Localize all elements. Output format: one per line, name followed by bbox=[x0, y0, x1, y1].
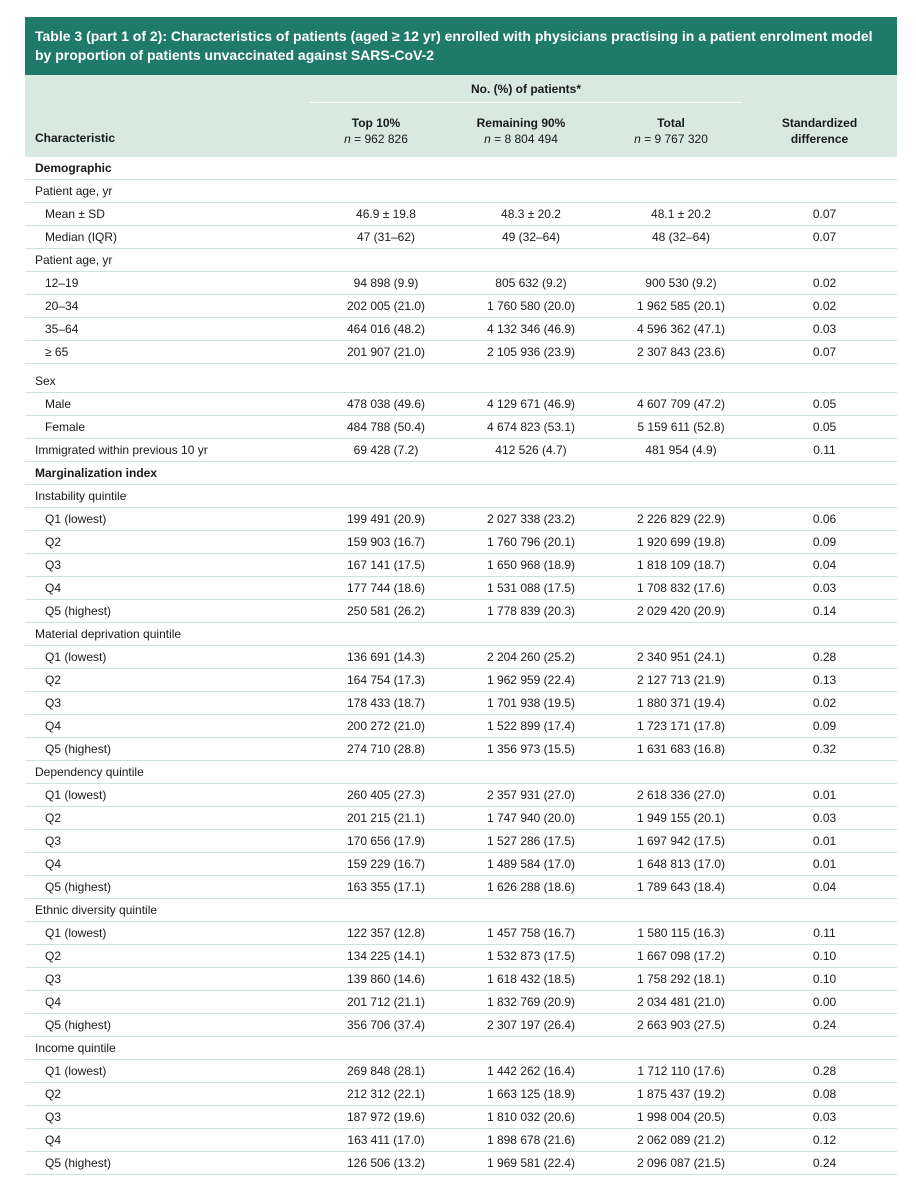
total-value: 2 062 089 (21.2) bbox=[610, 1129, 752, 1152]
table-row bbox=[25, 600, 897, 623]
top10-value: 250 581 (26.2) bbox=[320, 600, 452, 623]
row-label: Material deprivation quintile bbox=[25, 623, 320, 646]
std-diff-value: 0.04 bbox=[752, 876, 897, 899]
std-diff-value: 0.03 bbox=[752, 318, 897, 341]
remaining90-value: 1 663 125 (18.9) bbox=[452, 1083, 610, 1106]
top10-value bbox=[320, 249, 452, 272]
total-value bbox=[610, 623, 752, 646]
remaining90-value: 1 832 769 (20.9) bbox=[452, 991, 610, 1014]
total-value: 4 607 709 (47.2) bbox=[610, 393, 752, 416]
top10-value bbox=[320, 462, 452, 485]
remaining90-value: 1 457 758 (16.7) bbox=[452, 922, 610, 945]
std-diff-value bbox=[752, 157, 897, 180]
total-value: 1 758 292 (18.1) bbox=[610, 968, 752, 991]
total-value: 2 034 481 (21.0) bbox=[610, 991, 752, 1014]
table-row bbox=[25, 784, 897, 807]
remaining90-value: 1 810 032 (20.6) bbox=[452, 1106, 610, 1129]
top10-value: 178 433 (18.7) bbox=[320, 692, 452, 715]
table-row bbox=[25, 393, 897, 416]
table-container bbox=[25, 17, 897, 1175]
row-label: Q1 (lowest) bbox=[25, 922, 320, 945]
remaining90-value: 4 129 671 (46.9) bbox=[452, 393, 610, 416]
column-header-label: Remaining 90% bbox=[476, 116, 566, 130]
table-row bbox=[25, 577, 897, 600]
column-header-label: difference bbox=[790, 132, 849, 146]
std-diff-value: 0.03 bbox=[752, 577, 897, 600]
total-value: 1 962 585 (20.1) bbox=[610, 295, 752, 318]
top10-value: 478 038 (49.6) bbox=[320, 393, 452, 416]
total-value: 2 096 087 (21.5) bbox=[610, 1152, 752, 1175]
total-value: 5 159 611 (52.8) bbox=[610, 416, 752, 439]
total-value: 1 580 115 (16.3) bbox=[610, 922, 752, 945]
remaining90-value bbox=[452, 899, 610, 922]
table-body bbox=[25, 157, 897, 1175]
remaining90-value bbox=[452, 761, 610, 784]
table-row bbox=[25, 945, 897, 968]
remaining90-value bbox=[452, 1037, 610, 1060]
top10-value: 484 788 (50.4) bbox=[320, 416, 452, 439]
top10-value: 201 712 (21.1) bbox=[320, 991, 452, 1014]
total-value bbox=[610, 370, 752, 393]
remaining90-value: 2 027 338 (23.2) bbox=[452, 508, 610, 531]
column-n-value: = 9 767 320 bbox=[640, 132, 708, 146]
row-label: Q5 (highest) bbox=[25, 876, 320, 899]
column-n-prefix: n bbox=[484, 132, 491, 146]
top10-value: 212 312 (22.1) bbox=[320, 1083, 452, 1106]
table-row bbox=[25, 899, 897, 922]
row-label: Q5 (highest) bbox=[25, 600, 320, 623]
total-value: 1 631 683 (16.8) bbox=[610, 738, 752, 761]
table-row bbox=[25, 761, 897, 784]
top10-value: 200 272 (21.0) bbox=[320, 715, 452, 738]
table-row bbox=[25, 669, 897, 692]
row-label: Q2 bbox=[25, 1083, 320, 1106]
remaining90-value: 1 442 262 (16.4) bbox=[452, 1060, 610, 1083]
top10-value: 199 491 (20.9) bbox=[320, 508, 452, 531]
top10-value: 94 898 (9.9) bbox=[320, 272, 452, 295]
top10-value: 274 710 (28.8) bbox=[320, 738, 452, 761]
table-row bbox=[25, 554, 897, 577]
total-value: 2 618 336 (27.0) bbox=[610, 784, 752, 807]
std-diff-value: 0.14 bbox=[752, 600, 897, 623]
row-label: Female bbox=[25, 416, 320, 439]
table-row bbox=[25, 738, 897, 761]
total-value: 4 596 362 (47.1) bbox=[610, 318, 752, 341]
row-label: Q1 (lowest) bbox=[25, 784, 320, 807]
remaining90-value bbox=[452, 462, 610, 485]
table-row bbox=[25, 807, 897, 830]
table-row bbox=[25, 715, 897, 738]
table-row bbox=[25, 226, 897, 249]
total-value bbox=[610, 761, 752, 784]
top10-value: 159 229 (16.7) bbox=[320, 853, 452, 876]
remaining90-value: 4 674 823 (53.1) bbox=[452, 416, 610, 439]
top10-value: 47 (31–62) bbox=[320, 226, 452, 249]
total-value bbox=[610, 1037, 752, 1060]
remaining90-value: 1 532 873 (17.5) bbox=[452, 945, 610, 968]
std-diff-value: 0.28 bbox=[752, 646, 897, 669]
top10-value: 464 016 (48.2) bbox=[320, 318, 452, 341]
row-label: Income quintile bbox=[25, 1037, 320, 1060]
top10-value bbox=[320, 899, 452, 922]
total-value: 1 818 109 (18.7) bbox=[610, 554, 752, 577]
row-label: Q2 bbox=[25, 669, 320, 692]
table-row bbox=[25, 853, 897, 876]
column-header-top10 bbox=[310, 115, 442, 147]
row-label: Mean ± SD bbox=[25, 203, 320, 226]
total-value: 1 708 832 (17.6) bbox=[610, 577, 752, 600]
std-diff-value: 0.08 bbox=[752, 1083, 897, 1106]
total-value: 2 029 420 (20.9) bbox=[610, 600, 752, 623]
total-value bbox=[610, 899, 752, 922]
top10-value: 46.9 ± 19.8 bbox=[320, 203, 452, 226]
remaining90-value: 1 531 088 (17.5) bbox=[452, 577, 610, 600]
row-label: Patient age, yr bbox=[25, 249, 320, 272]
row-label: Q5 (highest) bbox=[25, 1014, 320, 1037]
total-value: 1 667 098 (17.2) bbox=[610, 945, 752, 968]
std-diff-value bbox=[752, 370, 897, 393]
std-diff-value: 0.28 bbox=[752, 1060, 897, 1083]
row-label: Patient age, yr bbox=[25, 180, 320, 203]
std-diff-value: 0.02 bbox=[752, 272, 897, 295]
row-label: Q3 bbox=[25, 554, 320, 577]
table-row bbox=[25, 370, 897, 393]
total-value bbox=[610, 485, 752, 508]
std-diff-value: 0.02 bbox=[752, 295, 897, 318]
table-row bbox=[25, 876, 897, 899]
std-diff-value: 0.05 bbox=[752, 416, 897, 439]
row-label: Q2 bbox=[25, 945, 320, 968]
std-diff-value bbox=[752, 462, 897, 485]
std-diff-value: 0.01 bbox=[752, 830, 897, 853]
table-row bbox=[25, 180, 897, 203]
top10-value bbox=[320, 485, 452, 508]
row-label: Q3 bbox=[25, 830, 320, 853]
std-diff-value bbox=[752, 180, 897, 203]
group-header-rule bbox=[310, 102, 742, 103]
top10-value: 134 225 (14.1) bbox=[320, 945, 452, 968]
row-label: Dependency quintile bbox=[25, 761, 320, 784]
total-value: 1 697 942 (17.5) bbox=[610, 830, 752, 853]
top10-value: 356 706 (37.4) bbox=[320, 1014, 452, 1037]
remaining90-value: 1 356 973 (15.5) bbox=[452, 738, 610, 761]
top10-value bbox=[320, 180, 452, 203]
remaining90-value: 1 650 968 (18.9) bbox=[452, 554, 610, 577]
column-n-value: = 8 804 494 bbox=[490, 132, 558, 146]
column-header-characteristic: Characteristic bbox=[35, 131, 116, 145]
remaining90-value: 1 962 959 (22.4) bbox=[452, 669, 610, 692]
remaining90-value: 1 747 940 (20.0) bbox=[452, 807, 610, 830]
top10-value: 126 506 (13.2) bbox=[320, 1152, 452, 1175]
row-label: Q2 bbox=[25, 531, 320, 554]
remaining90-value: 2 105 936 (23.9) bbox=[452, 341, 610, 364]
total-value: 1 875 437 (19.2) bbox=[610, 1083, 752, 1106]
row-label: Male bbox=[25, 393, 320, 416]
row-label: 35–64 bbox=[25, 318, 320, 341]
table-row bbox=[25, 968, 897, 991]
table-row bbox=[25, 416, 897, 439]
row-label: Instability quintile bbox=[25, 485, 320, 508]
std-diff-value: 0.01 bbox=[752, 784, 897, 807]
remaining90-value bbox=[452, 485, 610, 508]
top10-value: 170 656 (17.9) bbox=[320, 830, 452, 853]
total-value: 48.1 ± 20.2 bbox=[610, 203, 752, 226]
section-row bbox=[25, 462, 897, 485]
std-diff-value bbox=[752, 623, 897, 646]
row-label: Q3 bbox=[25, 968, 320, 991]
remaining90-value: 1 489 584 (17.0) bbox=[452, 853, 610, 876]
remaining90-value: 1 618 432 (18.5) bbox=[452, 968, 610, 991]
std-diff-value: 0.24 bbox=[752, 1014, 897, 1037]
table-row bbox=[25, 531, 897, 554]
row-label: Q4 bbox=[25, 991, 320, 1014]
column-n-prefix: n bbox=[634, 132, 641, 146]
row-label: Q5 (highest) bbox=[25, 1152, 320, 1175]
row-label: ≥ 65 bbox=[25, 341, 320, 364]
table-row bbox=[25, 1037, 897, 1060]
std-diff-value: 0.10 bbox=[752, 945, 897, 968]
table-row bbox=[25, 508, 897, 531]
remaining90-value: 1 522 899 (17.4) bbox=[452, 715, 610, 738]
std-diff-value bbox=[752, 899, 897, 922]
row-label: Q4 bbox=[25, 1129, 320, 1152]
std-diff-value: 0.00 bbox=[752, 991, 897, 1014]
column-header-total bbox=[600, 115, 742, 147]
std-diff-value: 0.07 bbox=[752, 226, 897, 249]
top10-value: 202 005 (21.0) bbox=[320, 295, 452, 318]
remaining90-value: 2 204 260 (25.2) bbox=[452, 646, 610, 669]
remaining90-value: 805 632 (9.2) bbox=[452, 272, 610, 295]
table-row bbox=[25, 830, 897, 853]
row-label: Median (IQR) bbox=[25, 226, 320, 249]
row-label: Q4 bbox=[25, 577, 320, 600]
remaining90-value: 1 626 288 (18.6) bbox=[452, 876, 610, 899]
total-value: 2 340 951 (24.1) bbox=[610, 646, 752, 669]
column-header-label: Total bbox=[657, 116, 685, 130]
top10-value: 201 215 (21.1) bbox=[320, 807, 452, 830]
table-row bbox=[25, 295, 897, 318]
total-value: 2 663 903 (27.5) bbox=[610, 1014, 752, 1037]
top10-value bbox=[320, 157, 452, 180]
std-diff-value: 0.06 bbox=[752, 508, 897, 531]
std-diff-value bbox=[752, 249, 897, 272]
top10-value: 139 860 (14.6) bbox=[320, 968, 452, 991]
std-diff-value bbox=[752, 1037, 897, 1060]
std-diff-value: 0.09 bbox=[752, 715, 897, 738]
std-diff-value: 0.04 bbox=[752, 554, 897, 577]
top10-value: 136 691 (14.3) bbox=[320, 646, 452, 669]
top10-value: 159 903 (16.7) bbox=[320, 531, 452, 554]
total-value bbox=[610, 180, 752, 203]
total-value bbox=[610, 157, 752, 180]
top10-value: 163 411 (17.0) bbox=[320, 1129, 452, 1152]
std-diff-value: 0.11 bbox=[752, 922, 897, 945]
top10-value bbox=[320, 623, 452, 646]
std-diff-value: 0.10 bbox=[752, 968, 897, 991]
row-label: Q3 bbox=[25, 1106, 320, 1129]
remaining90-value: 1 701 938 (19.5) bbox=[452, 692, 610, 715]
remaining90-value bbox=[452, 249, 610, 272]
top10-value: 201 907 (21.0) bbox=[320, 341, 452, 364]
table-row bbox=[25, 692, 897, 715]
top10-value: 69 428 (7.2) bbox=[320, 439, 452, 462]
row-label: Q4 bbox=[25, 853, 320, 876]
remaining90-value: 1 760 796 (20.1) bbox=[452, 531, 610, 554]
remaining90-value: 412 526 (4.7) bbox=[452, 439, 610, 462]
table-row bbox=[25, 1106, 897, 1129]
std-diff-value: 0.07 bbox=[752, 203, 897, 226]
total-value: 1 920 699 (19.8) bbox=[610, 531, 752, 554]
remaining90-value: 49 (32–64) bbox=[452, 226, 610, 249]
row-label: Q3 bbox=[25, 692, 320, 715]
column-header-std-diff bbox=[742, 115, 897, 147]
table-row bbox=[25, 922, 897, 945]
row-label: Q4 bbox=[25, 715, 320, 738]
remaining90-value: 48.3 ± 20.2 bbox=[452, 203, 610, 226]
total-value: 1 949 155 (20.1) bbox=[610, 807, 752, 830]
std-diff-value: 0.09 bbox=[752, 531, 897, 554]
total-value: 1 880 371 (19.4) bbox=[610, 692, 752, 715]
remaining90-value: 1 969 581 (22.4) bbox=[452, 1152, 610, 1175]
remaining90-value: 2 307 197 (26.4) bbox=[452, 1014, 610, 1037]
table-row bbox=[25, 203, 897, 226]
top10-value: 187 972 (19.6) bbox=[320, 1106, 452, 1129]
total-value: 481 954 (4.9) bbox=[610, 439, 752, 462]
total-value: 1 712 110 (17.6) bbox=[610, 1060, 752, 1083]
total-value: 1 723 171 (17.8) bbox=[610, 715, 752, 738]
std-diff-value: 0.32 bbox=[752, 738, 897, 761]
table-header bbox=[25, 75, 897, 157]
std-diff-value: 0.05 bbox=[752, 393, 897, 416]
table-row bbox=[25, 341, 897, 364]
row-label: Sex bbox=[25, 370, 320, 393]
remaining90-value bbox=[452, 157, 610, 180]
top10-value: 177 744 (18.6) bbox=[320, 577, 452, 600]
std-diff-value: 0.03 bbox=[752, 1106, 897, 1129]
table-row bbox=[25, 318, 897, 341]
table-row bbox=[25, 1083, 897, 1106]
table-row bbox=[25, 1152, 897, 1175]
total-value: 1 998 004 (20.5) bbox=[610, 1106, 752, 1129]
table-row bbox=[25, 1014, 897, 1037]
column-header-label: Top 10% bbox=[351, 116, 401, 130]
row-label: Immigrated within previous 10 yr bbox=[25, 439, 320, 462]
table-row bbox=[25, 249, 897, 272]
top10-value bbox=[320, 1037, 452, 1060]
column-n-prefix: n bbox=[344, 132, 351, 146]
total-value: 1 648 813 (17.0) bbox=[610, 853, 752, 876]
table-row bbox=[25, 1060, 897, 1083]
top10-value: 164 754 (17.3) bbox=[320, 669, 452, 692]
table-row bbox=[25, 646, 897, 669]
row-label: Q1 (lowest) bbox=[25, 646, 320, 669]
column-header-label: Standardized bbox=[781, 116, 858, 130]
std-diff-value: 0.11 bbox=[752, 439, 897, 462]
remaining90-value: 2 357 931 (27.0) bbox=[452, 784, 610, 807]
column-header-remaining90 bbox=[442, 115, 600, 147]
row-label: Q5 (highest) bbox=[25, 738, 320, 761]
total-value: 2 127 713 (21.9) bbox=[610, 669, 752, 692]
top10-value: 122 357 (12.8) bbox=[320, 922, 452, 945]
table-row bbox=[25, 991, 897, 1014]
remaining90-value bbox=[452, 180, 610, 203]
top10-value: 167 141 (17.5) bbox=[320, 554, 452, 577]
std-diff-value: 0.24 bbox=[752, 1152, 897, 1175]
table-row bbox=[25, 272, 897, 295]
std-diff-value: 0.12 bbox=[752, 1129, 897, 1152]
top10-value: 163 355 (17.1) bbox=[320, 876, 452, 899]
total-value: 2 307 843 (23.6) bbox=[610, 341, 752, 364]
total-value bbox=[610, 462, 752, 485]
std-diff-value bbox=[752, 485, 897, 508]
remaining90-value bbox=[452, 370, 610, 393]
std-diff-value bbox=[752, 761, 897, 784]
row-label: Q1 (lowest) bbox=[25, 508, 320, 531]
group-header: No. (%) of patients* bbox=[471, 82, 581, 96]
std-diff-value: 0.02 bbox=[752, 692, 897, 715]
std-diff-value: 0.07 bbox=[752, 341, 897, 364]
row-label: Demographic bbox=[25, 157, 320, 180]
table-row bbox=[25, 485, 897, 508]
top10-value bbox=[320, 370, 452, 393]
top10-value: 260 405 (27.3) bbox=[320, 784, 452, 807]
table-row bbox=[25, 1129, 897, 1152]
remaining90-value: 4 132 346 (46.9) bbox=[452, 318, 610, 341]
total-value: 48 (32–64) bbox=[610, 226, 752, 249]
total-value: 900 530 (9.2) bbox=[610, 272, 752, 295]
remaining90-value bbox=[452, 623, 610, 646]
row-label: 20–34 bbox=[25, 295, 320, 318]
remaining90-value: 1 760 580 (20.0) bbox=[452, 295, 610, 318]
remaining90-value: 1 898 678 (21.6) bbox=[452, 1129, 610, 1152]
table-title: Table 3 (part 1 of 2): Characteristics of patients (aged ≥ 12 yr) enrolled with physicians practising in a patient enrolment model by proportion of patients unvaccinated against SARS-CoV-2 bbox=[25, 17, 897, 75]
total-value bbox=[610, 249, 752, 272]
table-row bbox=[25, 439, 897, 462]
row-label: Q1 (lowest) bbox=[25, 1060, 320, 1083]
remaining90-value: 1 527 286 (17.5) bbox=[452, 830, 610, 853]
row-label: Marginalization index bbox=[25, 462, 320, 485]
total-value: 2 226 829 (22.9) bbox=[610, 508, 752, 531]
row-label: Ethnic diversity quintile bbox=[25, 899, 320, 922]
row-label: 12–19 bbox=[25, 272, 320, 295]
std-diff-value: 0.13 bbox=[752, 669, 897, 692]
std-diff-value: 0.01 bbox=[752, 853, 897, 876]
remaining90-value: 1 778 839 (20.3) bbox=[452, 600, 610, 623]
std-diff-value: 0.03 bbox=[752, 807, 897, 830]
table-row bbox=[25, 623, 897, 646]
column-n-value: = 962 826 bbox=[350, 132, 408, 146]
section-row bbox=[25, 157, 897, 180]
top10-value: 269 848 (28.1) bbox=[320, 1060, 452, 1083]
total-value: 1 789 643 (18.4) bbox=[610, 876, 752, 899]
row-label: Q2 bbox=[25, 807, 320, 830]
top10-value bbox=[320, 761, 452, 784]
